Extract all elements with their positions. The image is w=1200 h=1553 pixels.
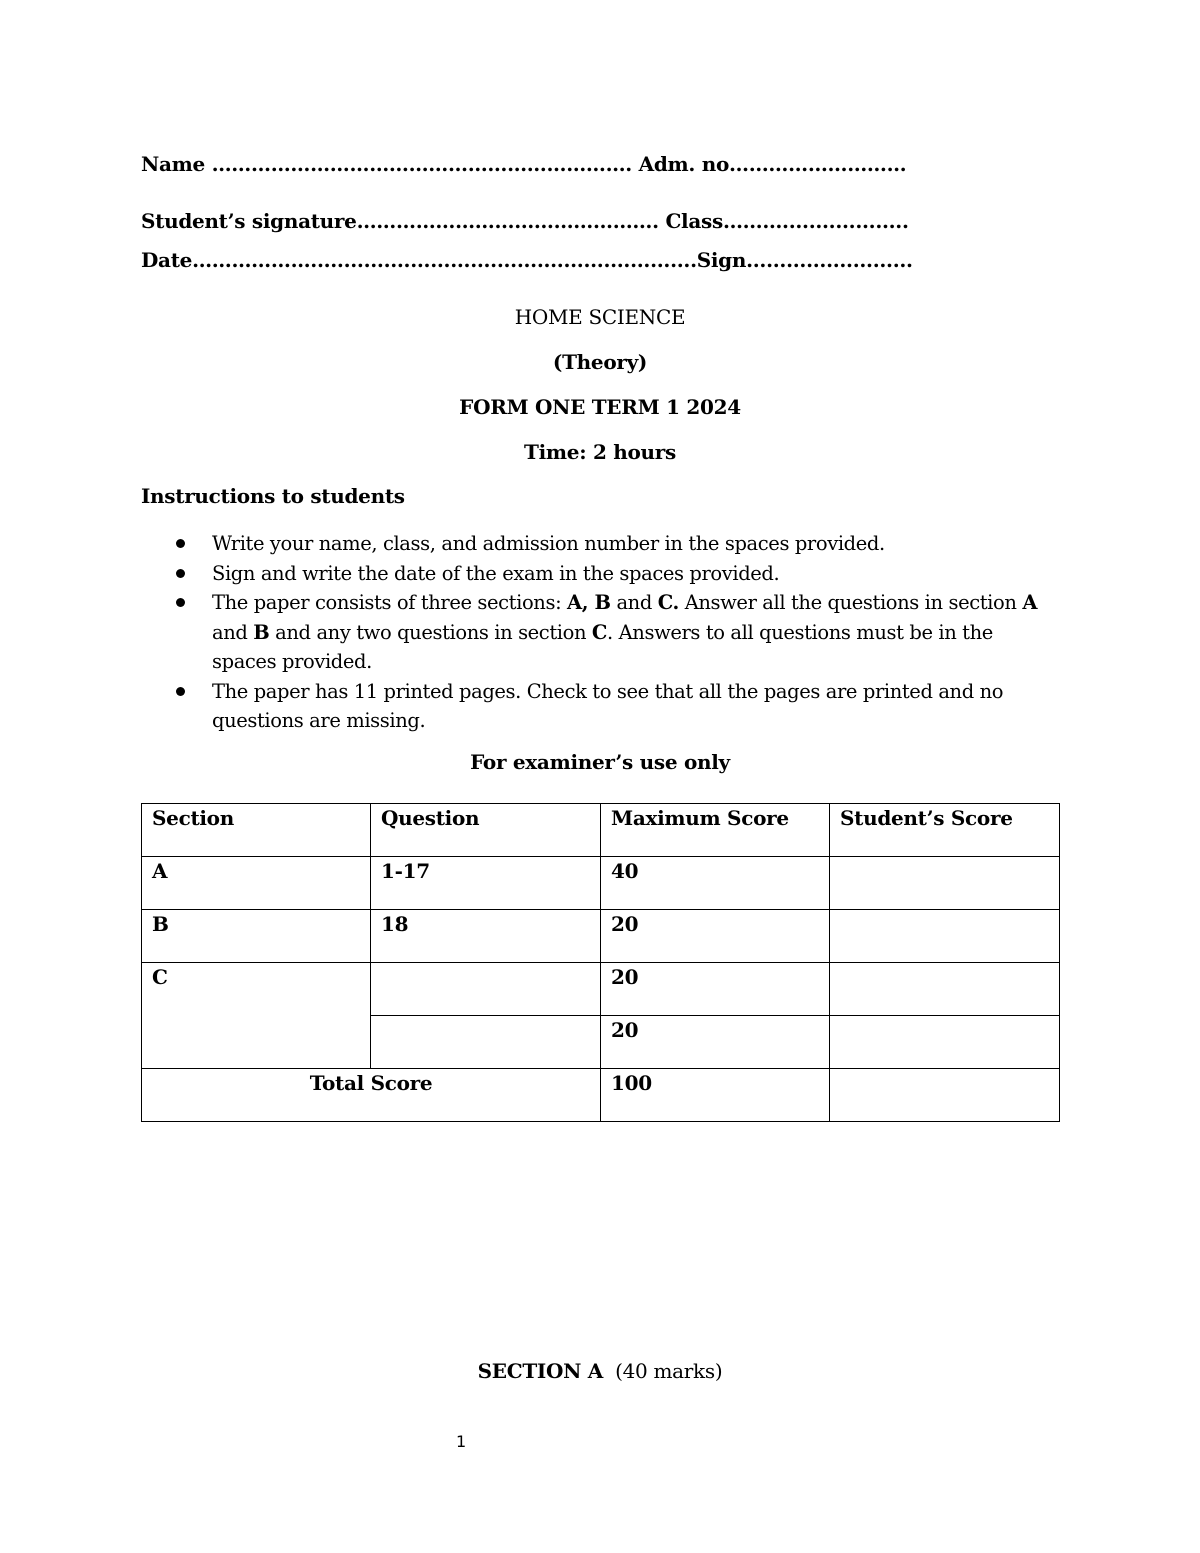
instruction-text: The paper has 11 printed pages. Check to see that all the pages are printed and no questions are missing. bbox=[212, 679, 1004, 732]
bullet-icon bbox=[176, 598, 185, 607]
instruction-text-part: and any two questions in section bbox=[269, 620, 592, 644]
class-label: Class bbox=[665, 209, 723, 233]
bullet-icon bbox=[176, 539, 185, 548]
name-line bbox=[141, 152, 906, 176]
total-score-label: Total Score bbox=[142, 1069, 601, 1122]
cell-max-score: 20 bbox=[601, 963, 830, 1016]
date-line bbox=[141, 248, 913, 272]
examiner-heading: For examiner’s use only bbox=[470, 750, 730, 774]
section-a-heading bbox=[0, 1359, 1200, 1383]
instruction-text-bold: A, B bbox=[567, 591, 611, 614]
cell-max-score: 20 bbox=[601, 1016, 830, 1069]
instruction-text-part: and bbox=[610, 591, 658, 614]
cell-max-score: 20 bbox=[601, 910, 830, 963]
instructions-list bbox=[141, 529, 1061, 736]
instruction-text bbox=[212, 591, 1037, 673]
form-term: FORM ONE TERM 1 2024 bbox=[459, 395, 741, 419]
cell-student-score[interactable] bbox=[830, 963, 1060, 1016]
signature-line bbox=[141, 209, 909, 233]
signature-label: Student’s signature bbox=[141, 209, 357, 233]
sign-label: Sign bbox=[696, 248, 747, 272]
exam-time: Time: 2 hours bbox=[524, 440, 676, 464]
sign-field: ......................... bbox=[746, 248, 913, 272]
table-row bbox=[142, 963, 1060, 1016]
signature-field: ………………………………………. bbox=[356, 209, 659, 233]
total-student-score[interactable] bbox=[830, 1069, 1060, 1122]
page-number: 1 bbox=[456, 1432, 467, 1451]
cell-question[interactable] bbox=[371, 1016, 601, 1069]
total-max-score: 100 bbox=[601, 1069, 830, 1122]
instruction-item bbox=[141, 677, 1061, 736]
adm-no-field: ……………………… bbox=[729, 152, 907, 176]
cell-section: C bbox=[142, 963, 371, 1069]
instruction-text-part: Answer all the questions in section bbox=[678, 591, 1023, 614]
header-max-score: Maximum Score bbox=[601, 804, 830, 857]
table-row bbox=[142, 910, 1060, 963]
header-student-score: Student’s Score bbox=[830, 804, 1060, 857]
section-a-label: SECTION A bbox=[477, 1359, 603, 1383]
score-table bbox=[141, 803, 1060, 1122]
bullet-icon bbox=[176, 569, 185, 578]
table-header-row bbox=[142, 804, 1060, 857]
table-row bbox=[142, 857, 1060, 910]
cell-question[interactable] bbox=[371, 963, 601, 1016]
instruction-text-bold: C bbox=[591, 620, 608, 644]
cell-student-score[interactable] bbox=[830, 1016, 1060, 1069]
instruction-text-part: The paper consists of three sections: bbox=[212, 591, 568, 614]
instruction-text-part: . Answers to all questions must be in the spaces provided. bbox=[212, 620, 993, 673]
subject-title: HOME SCIENCE bbox=[514, 305, 686, 329]
date-field: ……………….......................................................... bbox=[192, 248, 697, 272]
instruction-text: Write your name, class, and admission number in the spaces provided. bbox=[212, 532, 885, 555]
instruction-text-bold: C. bbox=[657, 591, 679, 614]
paper-type: (Theory) bbox=[552, 350, 648, 374]
table-total-row bbox=[142, 1069, 1060, 1122]
instruction-item bbox=[141, 529, 1061, 559]
instruction-text-bold: B bbox=[253, 620, 270, 644]
bullet-icon bbox=[176, 687, 185, 696]
instruction-text-part: and bbox=[212, 620, 254, 644]
instruction-text-bold: A bbox=[1022, 591, 1038, 614]
cell-max-score: 40 bbox=[601, 857, 830, 910]
instructions-heading: Instructions to students bbox=[141, 484, 405, 508]
instruction-item bbox=[141, 588, 1061, 677]
cell-section: B bbox=[142, 910, 371, 963]
class-field: ………................... bbox=[722, 209, 909, 233]
name-field: ………………………………………………………. bbox=[211, 152, 632, 176]
cell-section: A bbox=[142, 857, 371, 910]
cell-question: 18 bbox=[371, 910, 601, 963]
cell-question: 1-17 bbox=[371, 857, 601, 910]
date-label: Date bbox=[141, 248, 193, 272]
cell-student-score[interactable] bbox=[830, 857, 1060, 910]
header-question: Question bbox=[371, 804, 601, 857]
name-label: Name bbox=[141, 152, 205, 176]
cell-student-score[interactable] bbox=[830, 910, 1060, 963]
instruction-item bbox=[141, 559, 1061, 589]
section-a-marks: (40 marks) bbox=[615, 1359, 723, 1383]
instruction-text: Sign and write the date of the exam in the spaces provided. bbox=[212, 561, 780, 585]
header-section: Section bbox=[142, 804, 371, 857]
adm-no-label: Adm. no bbox=[638, 152, 730, 176]
